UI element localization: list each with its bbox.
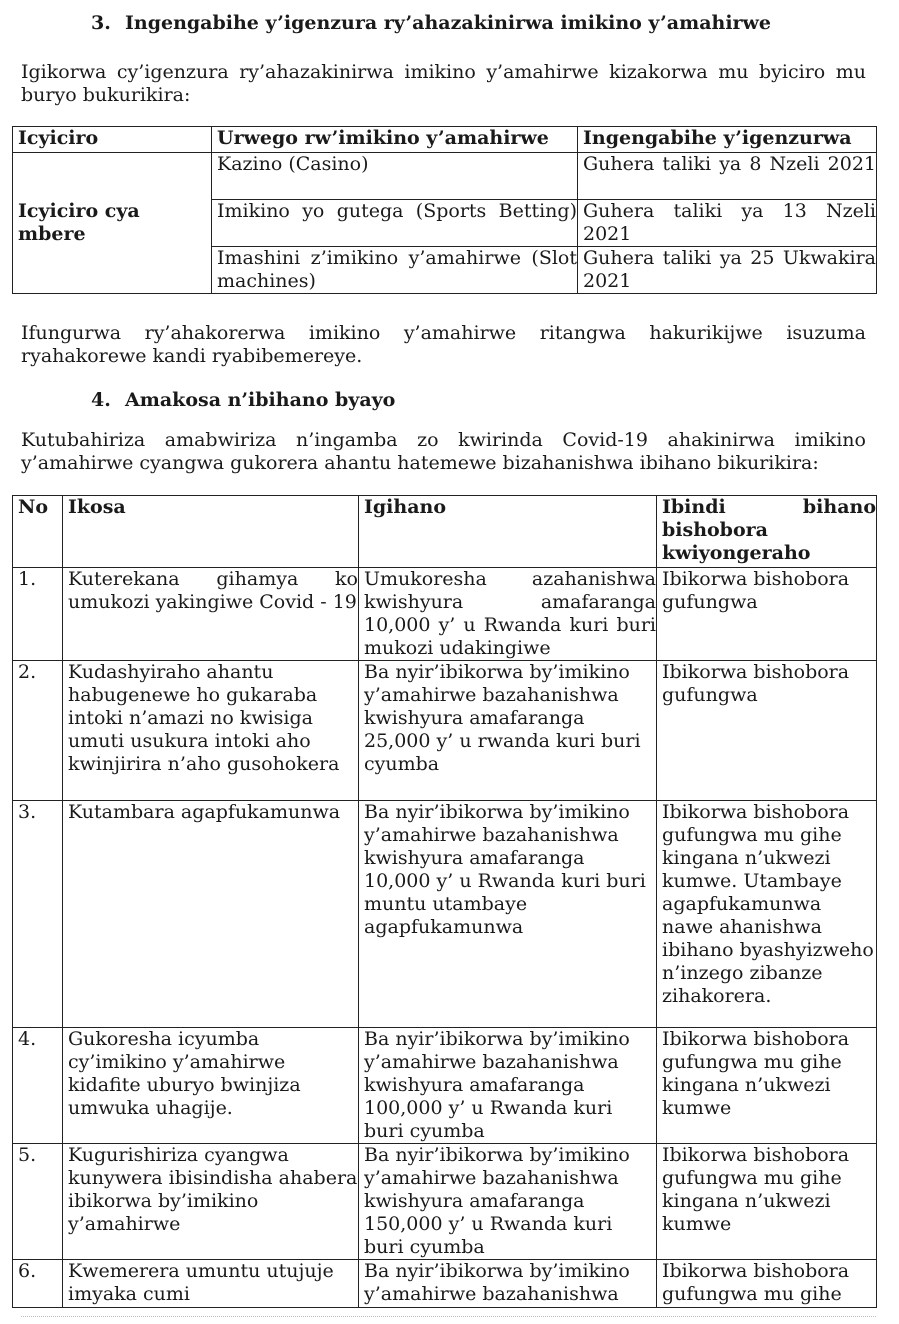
row-offense: Gukoresha icyumba cy’imikino y’amahirwe kidafite uburyo bwinjiza umwuka uhagije. bbox=[63, 1028, 359, 1144]
row-offense: Kutambara agapfukamunwa bbox=[63, 801, 359, 1028]
row-penalty: Ba nyir’ibikorwa by’imikino y’amahirwe bazahanishwa kwishyura amafaranga 10,000 y’ u Rwanda kuri buri muntu utambaye agapfukamunwa bbox=[359, 801, 657, 1028]
row-number: 3. bbox=[13, 801, 63, 1028]
table-row bbox=[13, 801, 877, 1028]
penalties-header-offense: Ikosa bbox=[63, 496, 359, 568]
row-offense: Kuterekana gihamya ko umukozi yakingiwe Covid - 19 bbox=[63, 568, 359, 661]
section-4-number: 4. bbox=[91, 389, 111, 411]
schedule-date: Guhera taliki ya 8 Nzeli 2021 bbox=[578, 153, 877, 200]
row-offense: Kugurishiriza cyangwa kunywera ibisindisha ahabera ibikorwa by’imikino y’amahirwe bbox=[63, 1144, 359, 1260]
row-number: 6. bbox=[13, 1260, 63, 1308]
table-row bbox=[13, 1144, 877, 1260]
row-extra: Ibikorwa bishobora gufungwa mu gihe kingana n’ukwezi kumwe bbox=[657, 1028, 877, 1144]
schedule-header-schedule: Ingengabihe y’igenzurwa bbox=[578, 127, 877, 153]
row-extra: Ibikorwa bishobora gufungwa mu gihe bbox=[657, 1260, 877, 1308]
section-3-heading bbox=[91, 12, 771, 35]
schedule-level: Imashini z’imikino y’amahirwe (Slot machines) bbox=[212, 247, 578, 294]
row-penalty: Ba nyir’ibikorwa by’imikino y’amahirwe bazahanishwa kwishyura amafaranga 150,000 y’ u Rwanda kuri buri cyumba bbox=[359, 1144, 657, 1260]
row-number: 2. bbox=[13, 661, 63, 801]
row-number: 5. bbox=[13, 1144, 63, 1260]
schedule-level: Imikino yo gutega (Sports Betting) bbox=[212, 200, 578, 247]
penalties-table-header bbox=[13, 496, 877, 568]
section-3-closing: Ifungurwa ry’ahakorerwa imikino y’amahirwe ritangwa hakurikijwe isuzuma ryahakorewe kandi ryabibemereye. bbox=[21, 322, 866, 367]
row-offense: Kwemerera umuntu utujuje imyaka cumi bbox=[63, 1260, 359, 1308]
row-number: 1. bbox=[13, 568, 63, 661]
row-extra: Ibikorwa bishobora gufungwa mu gihe kingana n’ukwezi kumwe. Utambaye agapfukamunwa nawe ahanishwa ibihano byashyizweho n’inzego zibanze zihakorera. bbox=[657, 801, 877, 1028]
schedule-date: Guhera taliki ya 25 Ukwakira 2021 bbox=[578, 247, 877, 294]
section-4-intro: Kutubahiriza amabwiriza n’ingamba zo kwirinda Covid-19 ahakinirwa imikino y’amahirwe cyangwa gukorera ahantu hatemewe bizahanishwa ibihano bikurikira: bbox=[21, 429, 866, 474]
table-row bbox=[13, 568, 877, 661]
row-penalty: Ba nyir’ibikorwa by’imikino y’amahirwe bazahanishwa bbox=[359, 1260, 657, 1308]
schedule-table-header bbox=[13, 127, 877, 153]
schedule-header-category: Icyiciro bbox=[13, 127, 212, 153]
penalties-header-no: No bbox=[13, 496, 63, 568]
row-offense: Kudashyiraho ahantu habugenewe ho gukaraba intoki n’amazi no kwisiga umuti usukura intoki aho kwinjirira n’aho gusohokera bbox=[63, 661, 359, 801]
table-row bbox=[13, 1260, 877, 1308]
penalties-header-penalty: Igihano bbox=[359, 496, 657, 568]
row-number: 4. bbox=[13, 1028, 63, 1144]
row-penalty: Umukoresha azahanishwa kwishyura amafaranga 10,000 y’ u Rwanda kuri buri mukozi udakingiwe bbox=[359, 568, 657, 661]
schedule-header-level: Urwego rw’imikino y’amahirwe bbox=[212, 127, 578, 153]
table-row bbox=[13, 153, 877, 200]
penalties-table bbox=[12, 495, 877, 1308]
section-4-heading bbox=[91, 389, 395, 412]
page-bottom-rule bbox=[21, 1316, 876, 1317]
row-penalty: Ba nyir’ibikorwa by’imikino y’amahirwe bazahanishwa kwishyura amafaranga 25,000 y’ u rwanda kuri buri cyumba bbox=[359, 661, 657, 801]
row-extra: Ibikorwa bishobora gufungwa bbox=[657, 661, 877, 801]
row-extra: Ibikorwa bishobora gufungwa bbox=[657, 568, 877, 661]
table-row bbox=[13, 661, 877, 801]
section-4-title: Amakosa n’ibihano byayo bbox=[125, 389, 396, 411]
schedule-table bbox=[12, 126, 877, 294]
row-extra: Ibikorwa bishobora gufungwa mu gihe kingana n’ukwezi kumwe bbox=[657, 1144, 877, 1260]
section-3-intro: Igikorwa cy’igenzura ry’ahazakinirwa imikino y’amahirwe kizakorwa mu byiciro mu buryo bukurikira: bbox=[21, 61, 866, 106]
schedule-level: Kazino (Casino) bbox=[212, 153, 578, 200]
schedule-category: Icyiciro cya mbere bbox=[13, 153, 212, 294]
row-penalty: Ba nyir’ibikorwa by’imikino y’amahirwe bazahanishwa kwishyura amafaranga 100,000 y’ u Rwanda kuri buri cyumba bbox=[359, 1028, 657, 1144]
penalties-header-extra: Ibindi bihano bishobora kwiyongeraho bbox=[657, 496, 877, 568]
section-3-number: 3. bbox=[91, 12, 111, 34]
schedule-date: Guhera taliki ya 13 Nzeli 2021 bbox=[578, 200, 877, 247]
table-row bbox=[13, 1028, 877, 1144]
section-3-title: Ingengabihe y’igenzura ry’ahazakinirwa imikino y’amahirwe bbox=[125, 12, 771, 34]
